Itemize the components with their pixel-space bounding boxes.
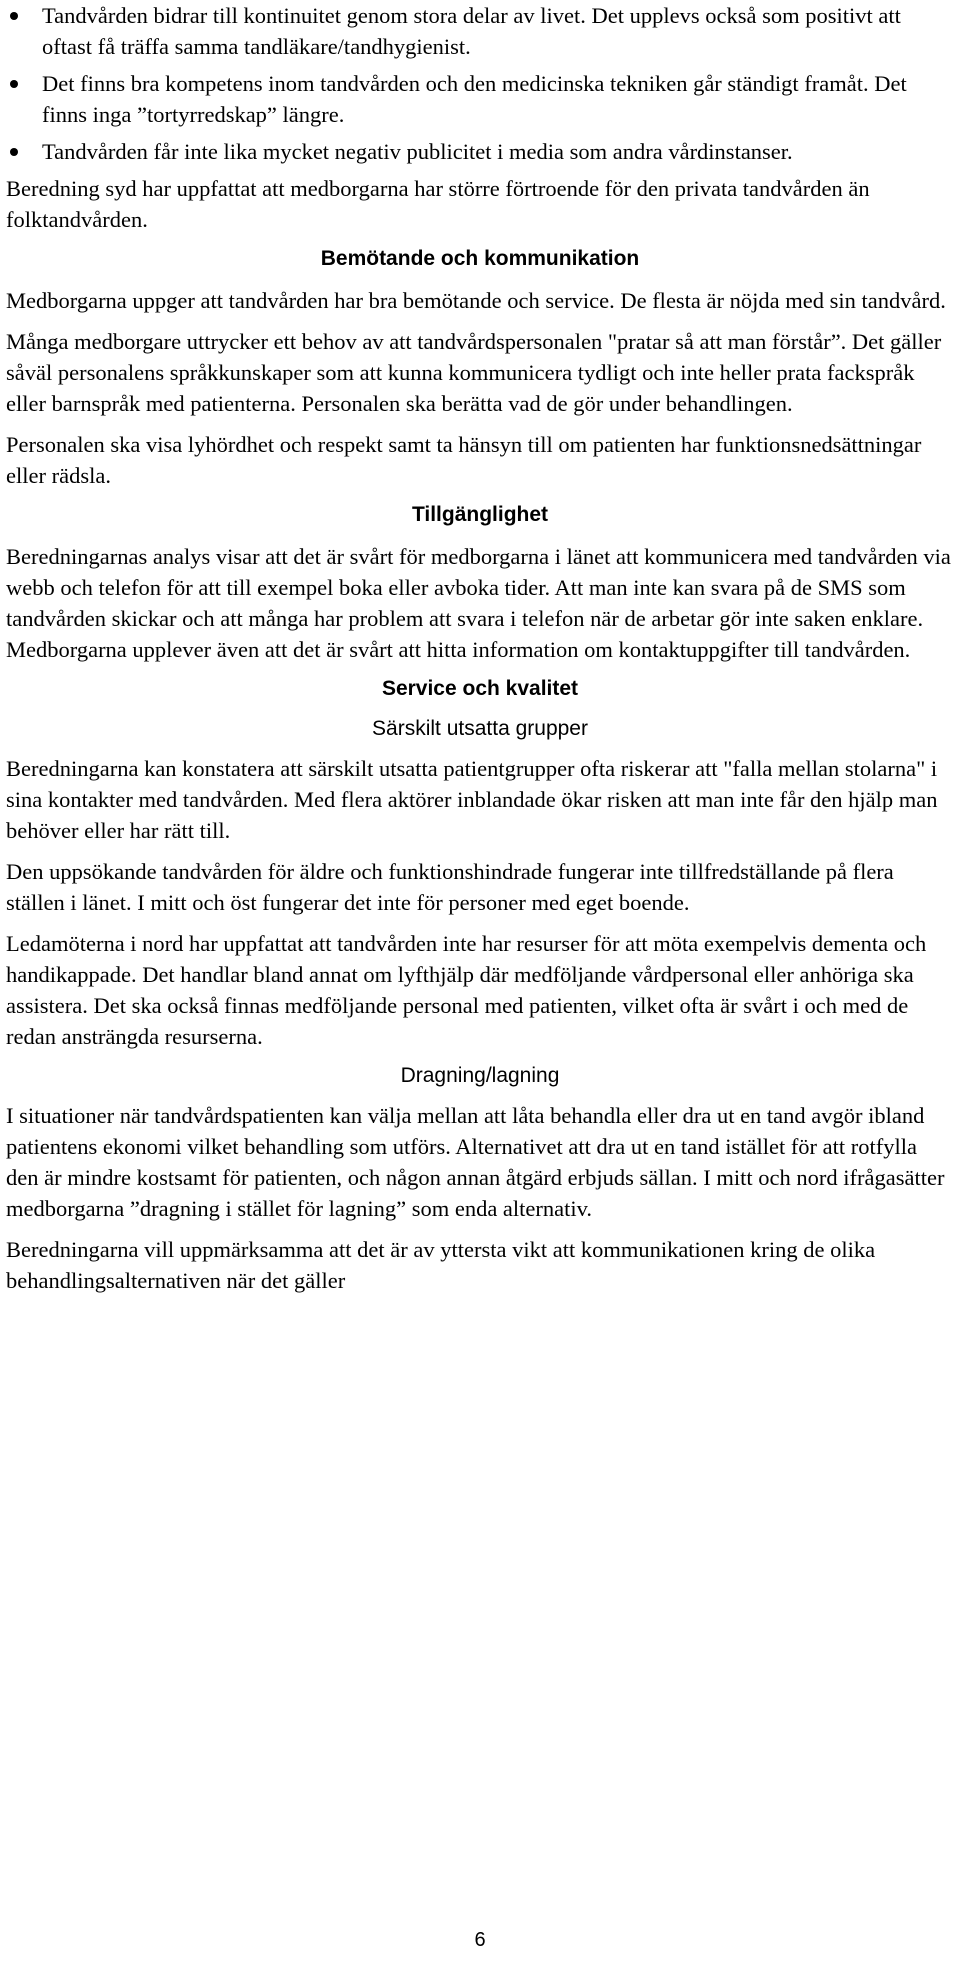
bullet-icon <box>10 80 18 88</box>
paragraph: Ledamöterna i nord har uppfattat att tandvården inte har resurser för att möta exempelvis dementa och handikappade. Det handlar bland annat om lyfthjälp där medföljande vårdpersonal eller anhöriga ska assistera. Det ska också finnas medföljande personal med patienten, vilket ofta är svårt i och med de redan ansträngda resurserna. <box>6 931 927 1049</box>
bullet-text: Det finns bra kompetens inom tandvården och den medicinska tekniken går ständigt framåt. Det finns inga ”tortyrredskap” längre. <box>42 71 907 127</box>
paragraph: Den uppsökande tandvården för äldre och funktionshindrade fungerar inte tillfredställande på flera ställen i länet. I mitt och öst fungerar det inte för personer med eget boende. <box>6 859 894 915</box>
subheading-dragning-lagning: Dragning/lagning <box>400 1064 560 1087</box>
paragraph: Medborgarna uppger att tandvården har bra bemötande och service. De flesta är nöjda med sin tandvård. <box>6 288 946 313</box>
paragraph: Många medborgare uttrycker ett behov av att tandvårdspersonalen "pratar så att man förstår”. Det gäller såväl personalens språkkunskaper som att kunna kommunicera tydligt och inte heller prata fackspråk eller barnspråk med patienterna. Personalen ska berätta vad de gör under behandlingen. <box>6 329 942 416</box>
heading-tillganglighet: Tillgänglighet <box>411 503 549 526</box>
paragraph: I situationer när tandvårdspatienten kan välja mellan att låta behandla eller dra ut en tand avgör ibland patientens ekonomi vilket behandling som utförs. Alternativet att dra ut en tand istället för att rotfylla den är mindre kostsamt för patienten, och någon annan åtgärd erbjuds sällan. I mitt och nord ifrågasätter medborgarna ”dragning i stället för lagning” som enda alternativ. <box>6 1103 945 1221</box>
bullet-icon <box>10 148 18 156</box>
paragraph: Personalen ska visa lyhördhet och respekt samt ta hänsyn till om patienten har funktionsnedsättningar eller rädsla. <box>6 432 922 488</box>
intro-paragraph: Beredning syd har uppfattat att medborgarna har större förtroende för den privata tandvården än folktandvården. <box>6 176 870 232</box>
bullet-text: Tandvården får inte lika mycket negativ publicitet i media som andra vårdinstanser. <box>42 139 793 164</box>
bullet-list <box>6 0 954 167</box>
bullet-text: Tandvården bidrar till kontinuitet genom stora delar av livet. Det upplevs också som positivt att oftast få träffa samma tandläkare/tandhygienist. <box>42 3 901 59</box>
paragraph: Beredningarna kan konstatera att särskilt utsatta patientgrupper ofta riskerar att "falla mellan stolarna" i sina kontakter med tandvården. Med flera aktörer inblandade ökar risken att man inte får den hjälp man behöver eller har rätt till. <box>6 756 938 843</box>
list-item <box>6 68 954 130</box>
list-item <box>6 0 954 62</box>
subheading-utsatta-grupper: Särskilt utsatta grupper <box>372 717 588 740</box>
page-number: 6 <box>474 1929 486 1951</box>
list-item <box>6 136 954 167</box>
heading-bemotande: Bemötande och kommunikation <box>320 247 640 270</box>
paragraph: Beredningarnas analys visar att det är svårt för medborgarna i länet att kommunicera med tandvården via webb och telefon för att till exempel boka eller avboka tider. Att man inte kan svara på de SMS som tandvården skickar och att många har problem att svara i telefon när de arbetar gör inte saken enklare. Medborgarna upplever även att det är svårt att hitta information om kontaktuppgifter till tandvården. <box>6 544 951 662</box>
paragraph: Beredningarna vill uppmärksamma att det är av yttersta vikt att kommunikationen kring de olika behandlingsalternativen när det gäller <box>6 1237 876 1293</box>
heading-service-kvalitet: Service och kvalitet <box>381 677 579 700</box>
bullet-icon <box>10 12 18 20</box>
document-page <box>6 0 954 1306</box>
